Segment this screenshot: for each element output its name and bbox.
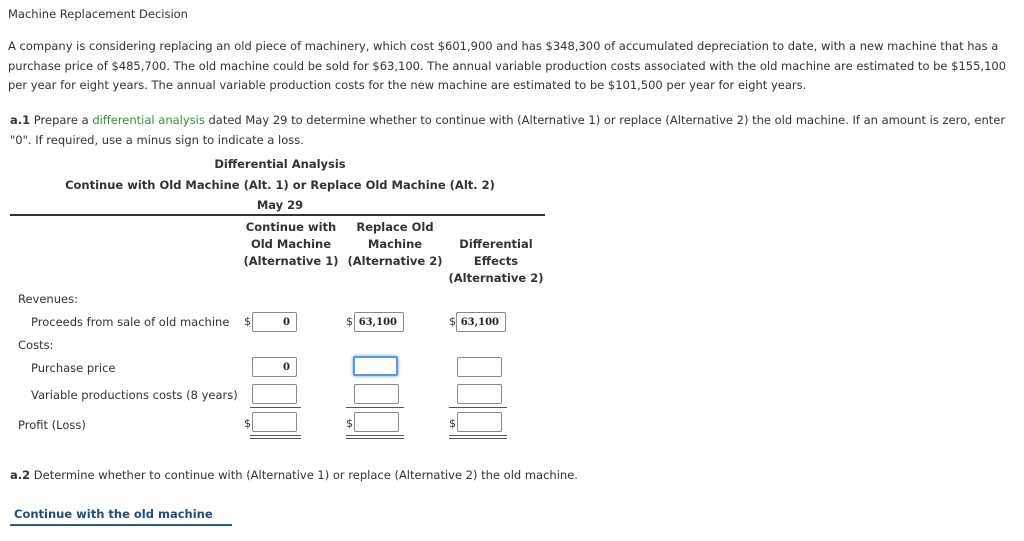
currency-symbol: $ bbox=[449, 417, 456, 430]
total-double-rule bbox=[250, 435, 301, 439]
purchase-price-label: Purchase price bbox=[31, 361, 116, 375]
question-a1-number: a.1 bbox=[10, 113, 31, 127]
profit-loss-label: Profit (Loss) bbox=[18, 418, 86, 432]
proceeds-diff-input[interactable]: 63,100 bbox=[456, 312, 506, 332]
proceeds-label: Proceeds from sale of old machine bbox=[31, 315, 230, 329]
subtotal-rule bbox=[346, 407, 404, 408]
question-a2 bbox=[10, 468, 578, 482]
profit-alt1-input[interactable] bbox=[252, 412, 297, 432]
subtotal-rule bbox=[250, 407, 301, 408]
question-a2-text: Determine whether to continue with (Alternative 1) or replace (Alternative 2) the old machine. bbox=[30, 468, 578, 482]
currency-symbol: $ bbox=[244, 315, 251, 328]
variable-alt2-input[interactable] bbox=[354, 384, 399, 404]
profit-diff-input[interactable] bbox=[457, 412, 502, 432]
col3-header: Differential Effects (Alternative 2) bbox=[448, 237, 544, 285]
variable-alt1-input[interactable] bbox=[252, 384, 297, 404]
analysis-title: Differential Analysis bbox=[214, 157, 346, 171]
page-title: Machine Replacement Decision bbox=[8, 7, 188, 21]
purchase-alt2-input[interactable] bbox=[353, 356, 398, 376]
col1-header: Continue with Old Machine (Alternative 1) bbox=[243, 220, 339, 268]
col2-header: Replace Old Machine (Alternative 2) bbox=[347, 220, 443, 268]
purchase-alt1-input[interactable]: 0 bbox=[252, 357, 297, 377]
analysis-subtitle: Continue with Old Machine (Alt. 1) or Replace Old Machine (Alt. 2) bbox=[65, 178, 495, 192]
revenues-label: Revenues: bbox=[18, 292, 78, 306]
question-a1-text-before: Prepare a bbox=[30, 113, 93, 127]
total-double-rule bbox=[449, 435, 507, 439]
differential-analysis-link[interactable]: differential analysis bbox=[92, 113, 205, 127]
proceeds-alt1-input[interactable]: 0 bbox=[252, 312, 297, 332]
purchase-diff-input[interactable] bbox=[457, 357, 502, 377]
question-a1 bbox=[10, 110, 1020, 150]
header-rule bbox=[10, 214, 545, 216]
currency-symbol: $ bbox=[346, 417, 353, 430]
currency-symbol: $ bbox=[449, 315, 456, 328]
proceeds-alt2-input[interactable]: 63,100 bbox=[354, 312, 404, 332]
profit-alt2-input[interactable] bbox=[354, 412, 399, 432]
question-a1-text-after: dated May 29 to determine whether to continue with (Alternative 1) or replace (Alternative 2) the old machine. If an amount is zero, enter "0". If required, use a minus sign to indicate a loss. bbox=[10, 113, 1006, 147]
question-a2-number: a.2 bbox=[10, 468, 31, 482]
total-double-rule bbox=[346, 435, 404, 439]
variable-costs-label: Variable productions costs (8 years) bbox=[31, 388, 238, 402]
decision-select[interactable]: Continue with the old machine bbox=[10, 505, 232, 526]
analysis-date: May 29 bbox=[256, 198, 304, 212]
currency-symbol: $ bbox=[346, 315, 353, 328]
subtotal-rule bbox=[449, 407, 507, 408]
costs-label: Costs: bbox=[18, 338, 54, 352]
problem-paragraph: A company is considering replacing an old piece of machinery, which cost $601,900 and has $348,300 of accumulated depreciation to date, with a new machine that has a purchase price of $485,700. The old machine could be sold for $63,100. The annual variable production costs associated with the old machine are estimated to be $155,100 per year for eight years. The annual variable production costs for the new machine are estimated to be $101,500 per year for eight years. bbox=[8, 39, 1007, 92]
currency-symbol: $ bbox=[244, 417, 251, 430]
variable-diff-input[interactable] bbox=[457, 384, 502, 404]
